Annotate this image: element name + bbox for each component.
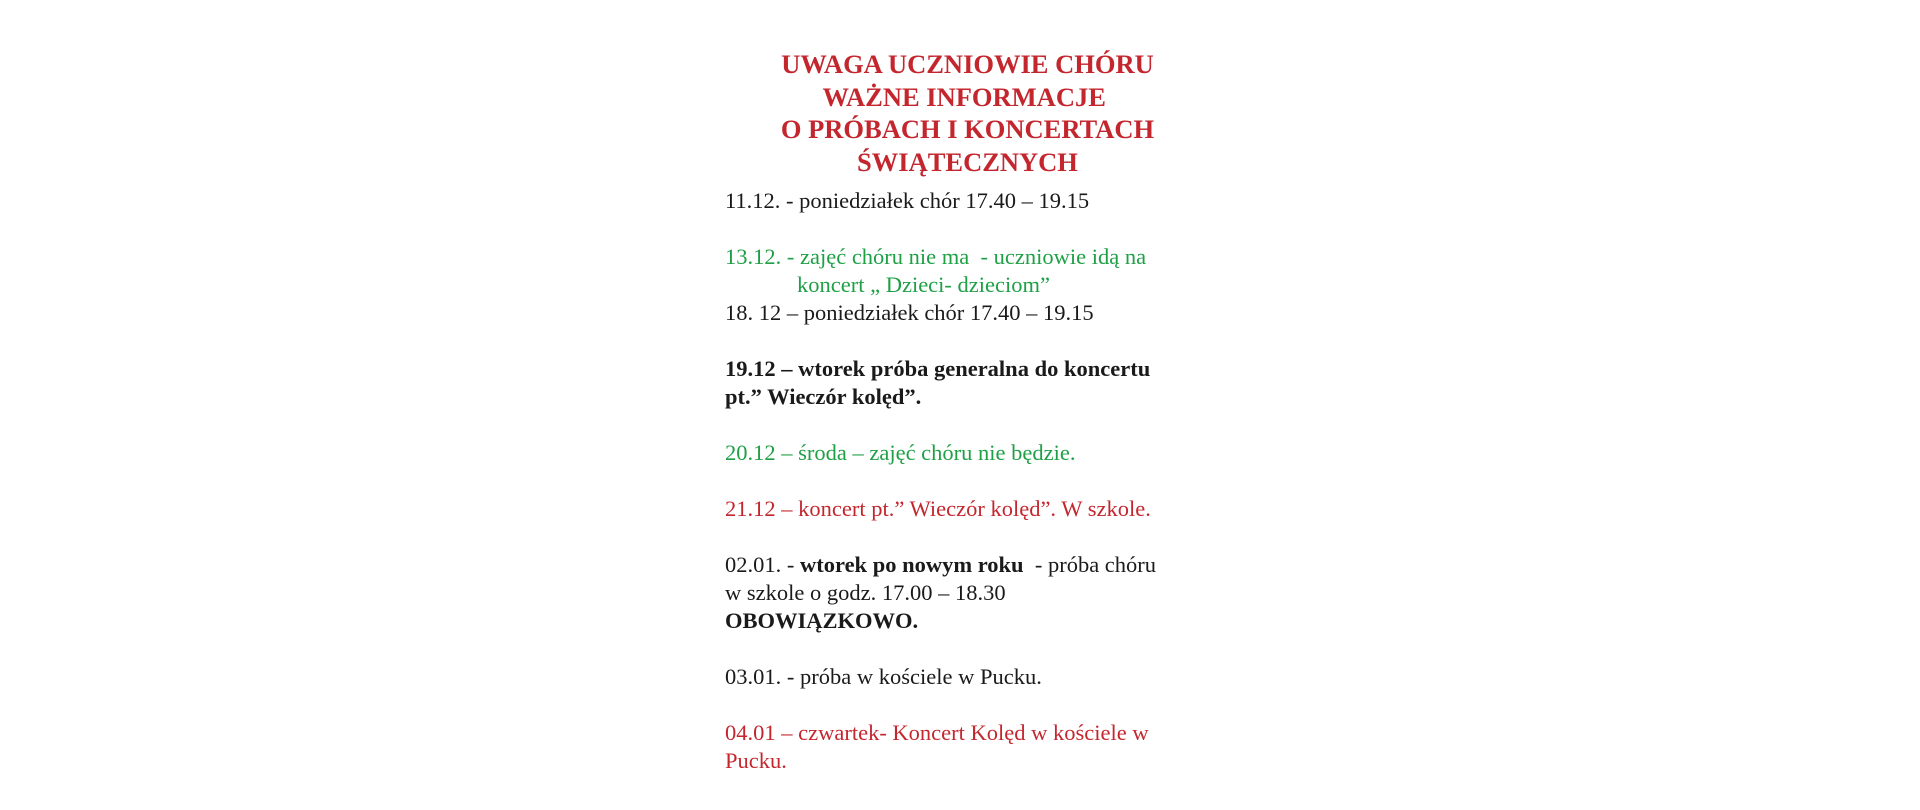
- schedule-entry-04-01: 04.01 – czwartek- Koncert Kolęd w kościele w: [725, 720, 1149, 745]
- entry-bold-text: wtorek po nowym roku: [800, 552, 1024, 577]
- schedule-entry-02-01-cont: w szkole o godz. 17.00 – 18.30: [725, 580, 1006, 605]
- schedule-entry-18-12: 18. 12 – poniedziałek chór 17.40 – 19.15: [725, 300, 1094, 325]
- schedule-entry-02-01: [725, 551, 1225, 579]
- title-line-2: WAŻNE INFORMACJE: [822, 81, 1113, 112]
- schedule-entry-03-01: 03.01. - próba w kościele w Pucku.: [725, 664, 1042, 689]
- spacer: [725, 215, 1225, 243]
- title-line-3: O PRÓBACH I KONCERTACH: [780, 114, 1155, 144]
- schedule-entry-11-12: 11.12. - poniedziałek chór 17.40 – 19.15: [725, 188, 1090, 213]
- title-line-1: UWAGA UCZNIOWIE CHÓRU: [781, 49, 1154, 79]
- schedule-entry-04-01-cont: Pucku.: [725, 748, 787, 773]
- schedule-entry-19-12: 19.12 – wtorek próba generalna do koncertu: [725, 356, 1151, 381]
- schedule-entry-19-12-cont: pt.” Wieczór kolęd”.: [725, 384, 922, 409]
- mandatory-note: OBOWIĄZKOWO.: [725, 608, 919, 633]
- entry-date-prefix: 02.01. -: [725, 552, 800, 577]
- title-line-4: ŚWIĄTECZNYCH: [857, 146, 1078, 177]
- schedule-entry-13-12: 13.12. - zajęć chóru nie ma - uczniowie idą na: [725, 244, 1147, 269]
- document-page: [725, 48, 1225, 775]
- schedule-entry-20-12: 20.12 – środa – zajęć chóru nie będzie.: [725, 440, 1076, 465]
- spacer: [725, 691, 1225, 719]
- schedule-entry-13-12-cont: koncert „ Dzieci- dzieciom”: [797, 272, 1050, 297]
- spacer: [725, 327, 1225, 355]
- schedule-entry-21-12: 21.12 – koncert pt.” Wieczór kolęd”. W szkole.: [725, 496, 1151, 521]
- spacer: [725, 635, 1225, 663]
- spacer: [725, 411, 1225, 439]
- entry-suffix: - próba chóru: [1023, 552, 1157, 577]
- announcement-title: [725, 48, 1210, 178]
- spacer: [725, 523, 1225, 551]
- spacer: [725, 467, 1225, 495]
